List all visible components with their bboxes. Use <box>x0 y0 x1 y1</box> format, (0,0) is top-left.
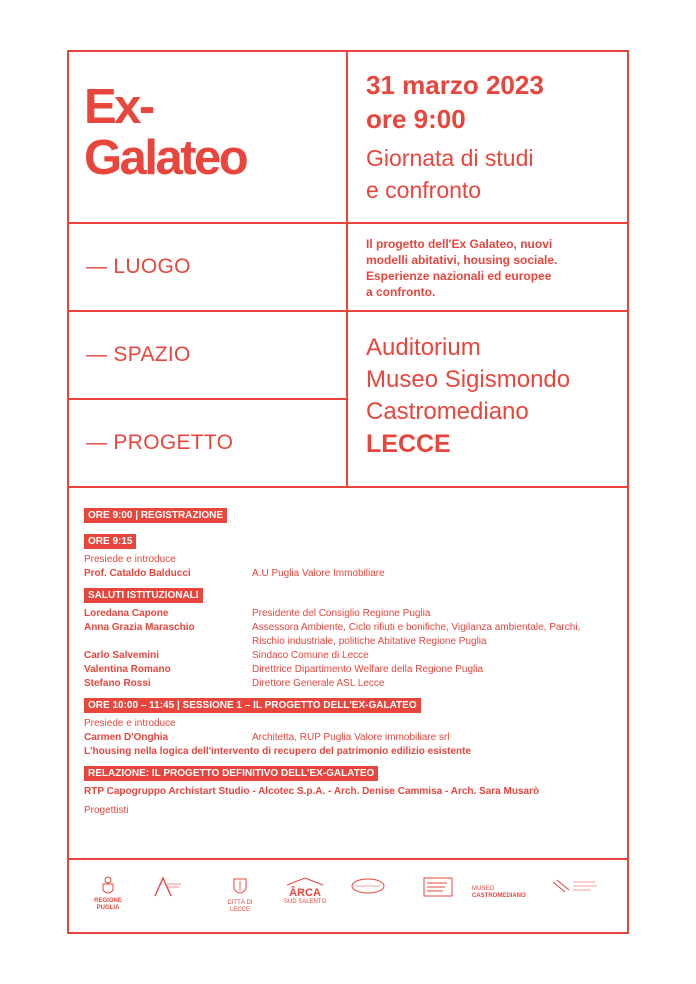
event-date: 31 marzo 2023 ore 9:00 <box>366 70 544 134</box>
program <box>84 506 614 818</box>
divider-spazio <box>67 398 347 400</box>
partner-logos <box>84 876 614 916</box>
roof-icon <box>285 876 325 886</box>
logo-ordine-architetti <box>420 876 456 916</box>
presiede-label: Presiede e introduce <box>84 554 176 565</box>
greeting-row: Valentina Romano Direttrice Dipartimento Welfare della Regione Puglia <box>84 664 484 675</box>
logo-arca: ÂRCA SUD SALENTO <box>278 876 332 916</box>
session1-tag: ORE 10:00 – 11:45 | SESSIONE 1 – IL PROGETTO DELL'EX-GALATEO <box>84 698 421 713</box>
label-spazio: — SPAZIO <box>86 343 191 366</box>
greeting-row: Carlo Salvemini Sindaco Comune di Lecce <box>84 650 369 661</box>
triangle-logo-icon <box>153 876 183 898</box>
divider-luogo <box>67 310 629 312</box>
venue: Auditorium Museo Sigismondo Castromediano LECCE <box>366 334 571 458</box>
opening-tag: ORE 9:15 <box>84 534 136 549</box>
divider-program <box>67 486 629 488</box>
event-subtitle: Giornata di studi e confronto <box>366 145 534 203</box>
event-description: Il progetto dell'Ex Galateo, nuovi modelli abitativi, housing sociale. Esperienze nazionali ed europee a confronto. <box>366 237 558 299</box>
logo-museo-castromediano: MUSEO CASTROMEDIANO <box>472 886 526 899</box>
label-luogo: — LUOGO <box>86 255 191 278</box>
divider-header <box>67 222 629 224</box>
presiede-label: Presiede e introduce <box>84 718 176 729</box>
event-title: Ex- Galateo <box>84 80 247 185</box>
logo-citta-lecce: CITTÀ DI LECCE <box>222 876 258 916</box>
talk-title: L'housing nella logica dell'intervento di recupero del patrimonio edilizio esistente <box>84 746 472 757</box>
logo-regione-puglia: REGIONE PUGLIA <box>84 876 132 916</box>
logo-polo-biblio-museale <box>546 876 606 916</box>
rtp-line: RTP Capogruppo Archistart Studio - Alcotec S.p.A. - Arch. Denise Cammisa - Arch. Sara Musarò <box>84 786 540 797</box>
greeting-row: Loredana Capone Presidente del Consiglio Regione Puglia <box>84 608 431 619</box>
stripes-logo-icon <box>551 876 601 898</box>
saluti-tag: SALUTI ISTITUZIONALI <box>84 588 203 603</box>
emblem-icon <box>350 876 386 896</box>
label-progetto: — PROGETTO <box>86 431 234 454</box>
greeting-row: Stefano Rossi Direttore Generale ASL Lecce <box>84 678 385 689</box>
relazione-tag: RELAZIONE: IL PROGETTO DEFINITIVO DELL'EX-GALATEO <box>84 766 378 781</box>
chair-row: Prof. Cataldo Balducci A.U Puglia Valore Immobiliare <box>84 568 385 579</box>
logo-agency <box>148 876 188 916</box>
registration-tag: ORE 9:00 | REGISTRAZIONE <box>84 508 227 523</box>
divider-vertical <box>346 50 348 487</box>
crest-icon <box>101 876 115 896</box>
greeting-row: Anna Grazia Maraschio Assessora Ambiente, Ciclo rifiuti e bonifiche, Vigilanza ambientale, Parchi, Rischio industriale, politiche Abitative Regione Puglia <box>84 622 581 647</box>
progettisti-label: Progettisti <box>84 805 129 816</box>
shield-icon <box>232 876 248 898</box>
logo-ordine <box>348 876 388 916</box>
chair-row: Carmen D'Onghia Architetta, RUP Puglia Valore immobiliare srl <box>84 732 450 743</box>
divider-logos <box>67 858 629 860</box>
block-logo-icon <box>423 876 453 898</box>
